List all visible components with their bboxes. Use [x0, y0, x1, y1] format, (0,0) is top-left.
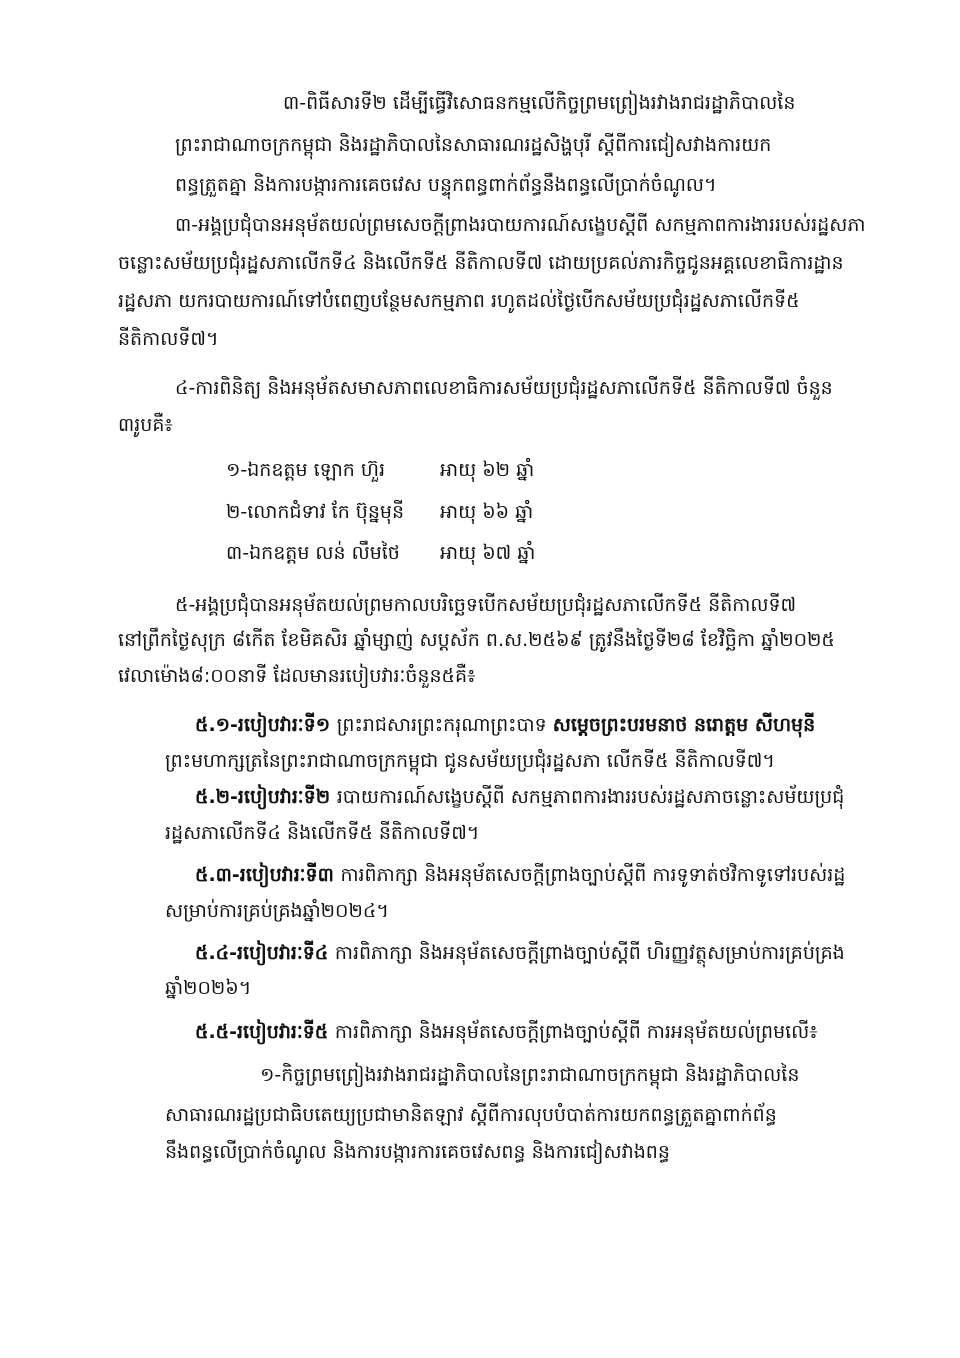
text-line-l22 — [195, 938, 845, 972]
text-line-l26 — [165, 1100, 777, 1134]
member-age: អាយុ ៦៧ ឆ្នាំ — [440, 542, 536, 564]
body-text: សម្រាប់ការគ្រប់គ្រងឆ្នាំ២០២៤។ — [165, 900, 389, 922]
body-text: ព្រះរាជសារព្រះករុណាព្រះបាទ — [336, 714, 553, 736]
body-text: ព្រះមហាក្សត្រនៃព្រះរាជាណាចក្រកម្ពុជា ជូនសម័យប្រជុំរដ្ឋសភា លើកទី៥ នីតិកាលទី៧។ — [165, 750, 775, 772]
body-text: រដ្ឋសភា យករបាយការណ៍ទៅបំពេញបន្ថែមសកម្មភាព រហូតដល់ថ្ងៃបើកសម័យប្រជុំរដ្ឋសភាលើកទី៥ — [118, 290, 800, 312]
bold-text: ៥.៣-របៀបវារៈទី៣ — [195, 864, 341, 886]
text-line-l16 — [195, 710, 815, 744]
bold-text: ៥.២-របៀបវារៈទី២ — [195, 786, 337, 808]
bold-text: ៥.៥-របៀបវារៈទី៥ — [195, 1021, 335, 1043]
text-line-l13 — [175, 590, 796, 624]
text-line-l15 — [118, 661, 475, 695]
text-line-l02 — [175, 130, 771, 164]
body-text: ការពិភាក្សា និងអនុម័តសេចក្តីព្រាងច្បាប់ស្តីពី ហិរញ្ញវត្ថុសម្រាប់ការគ្រប់គ្រង — [334, 942, 845, 964]
body-text: ១-កិច្ចព្រមព្រៀងរវាងរាជរដ្ឋាភិបាលនៃព្រះរាជាណាចក្រកម្ពុជា និងរដ្ឋាភិបាលនៃ — [260, 1064, 800, 1086]
body-text: ៤-ការពិនិត្យ និងអនុម័តសមាសភាពលេខាធិការសម័យប្រជុំរដ្ឋសភាលើកទី៥ នីតិកាលទី៧ ចំនួន — [175, 377, 833, 399]
text-line-l19 — [165, 818, 479, 852]
text-line-l08 — [175, 373, 833, 407]
bold-text: សម្តេចព្រះបរមនាថ នរោត្តម សីហមុនី — [552, 714, 816, 736]
text-line-l27 — [165, 1137, 670, 1171]
body-text: ៣-អង្គប្រជុំបានអនុម័តយល់ព្រមសេចក្តីព្រាងរបាយការណ៍សង្ខេបស្តីពី សកម្មភាពការងាររបស់រដ្ឋសភា — [175, 214, 866, 236]
text-line-l18 — [195, 782, 844, 816]
bold-text: ៥.១-របៀបវារៈទី១ — [195, 714, 337, 736]
text-line-l07 — [118, 324, 218, 358]
text-line-l01 — [283, 88, 795, 122]
text-line-l04 — [175, 210, 865, 244]
body-text: វេលាម៉ោង៨:០០នាទី ដែលមានរបៀបវារៈចំនួន៥គឺ៖ — [118, 665, 476, 687]
text-line-l24 — [195, 1017, 818, 1051]
text-line-l23 — [165, 973, 251, 1007]
body-text: ៣-ពិធីសារទី២ ដើម្បីធ្វើវិសោធនកម្មលើកិច្ចព្រមព្រៀងរវាងរាជរដ្ឋាភិបាលនៃ — [283, 92, 796, 114]
body-text: នៅព្រឹកថ្ងៃសុក្រ ៨កើត ខែមិគសិរ ឆ្នាំម្សាញ់ សប្តស័ក ព.ស.២៥៦៩ ត្រូវនឹងថ្ងៃទី២៨ ខែវិច្ឆិកា ឆ្នាំ២០២៥ — [118, 629, 835, 651]
member-age: អាយុ ៦៦ ឆ្នាំ — [440, 501, 534, 523]
body-text: របាយការណ៍សង្ខេបស្តីពី សកម្មភាពការងាររបស់រដ្ឋសភាចន្លោះសម័យប្រជុំ — [336, 786, 845, 808]
body-text: ព្រះរាជាណាចក្រកម្ពុជា និងរដ្ឋាភិបាលនៃសាធារណរដ្ឋសិង្ហបុរី ស្តីពីការជៀសវាងការយក — [175, 134, 772, 156]
text-line-l03 — [175, 170, 717, 204]
body-text: សាធារណរដ្ឋប្រជាធិបតេយ្យប្រជាមានិតឡាវ ស្តីពីការលុបបំបាត់ការយកពន្ធត្រួតគ្នាពាក់ព័ន្ធ — [165, 1104, 777, 1126]
body-text: ការពិភាក្សា និងអនុម័តសេចក្តីព្រាងច្បាប់ស្តីពី ការអនុម័តយល់ព្រមលើ៖ — [334, 1021, 818, 1043]
member-age: អាយុ ៦២ ឆ្នាំ — [440, 459, 535, 481]
text-line-l06 — [118, 286, 800, 320]
text-line-l05 — [118, 248, 844, 282]
body-text: ៥-អង្គប្រជុំបានអនុម័តយល់ព្រមកាលបរិច្ឆេទបើកសម័យប្រជុំរដ្ឋសភាលើកទី៥ នីតិកាលទី៧ — [175, 594, 797, 616]
member-name: ១-ឯកឧត្តម ឡោក ហ៊ួរ — [226, 459, 386, 481]
text-line-l17 — [165, 746, 775, 780]
body-text: ចន្លោះសម័យប្រជុំរដ្ឋសភាលើកទី៤ និងលើកទី៥ នីតិកាលទី៧ ដោយប្រគល់ភារកិច្ចជូនអគ្គលេខាធិការដ្ឋាន — [118, 252, 844, 274]
member-name: ២-លោកជំទាវ កែ ប៊ុន្នមុនី — [226, 501, 405, 523]
member-name: ៣-ឯកឧត្តម លន់ លឹមថៃ — [226, 542, 400, 564]
text-line-l21 — [165, 896, 389, 930]
bold-text: ៥.៤-របៀបវារៈទី៤ — [195, 942, 335, 964]
body-text: នីតិកាលទី៧។ — [118, 328, 219, 350]
text-line-l14 — [118, 625, 835, 659]
body-text: ការពិភាក្សា និងអនុម័តសេចក្តីព្រាងច្បាប់ស្តីពី ការទូទាត់ថវិកាទូទៅរបស់រដ្ឋ — [340, 864, 846, 886]
text-line-l20 — [195, 860, 845, 894]
text-line-l25 — [260, 1060, 799, 1094]
text-line-l09 — [118, 410, 173, 444]
body-text: ឆ្នាំ២០២៦។ — [165, 977, 252, 999]
body-text: ពន្ធត្រួតគ្នា និងការបង្ការការគេចវេស បន្ទុកពន្ធពាក់ព័ន្ធនឹងពន្ធលើប្រាក់ចំណូល។ — [175, 174, 717, 196]
body-text: ៣រូបគឺ៖ — [118, 414, 173, 436]
body-text: នឹងពន្ធលើប្រាក់ចំណូល និងការបង្ការការគេចវេសពន្ធ និងការជៀសវាងពន្ធ — [165, 1141, 670, 1163]
body-text: រដ្ឋសភាលើកទី៤ និងលើកទី៥ នីតិកាលទី៧។ — [165, 822, 480, 844]
